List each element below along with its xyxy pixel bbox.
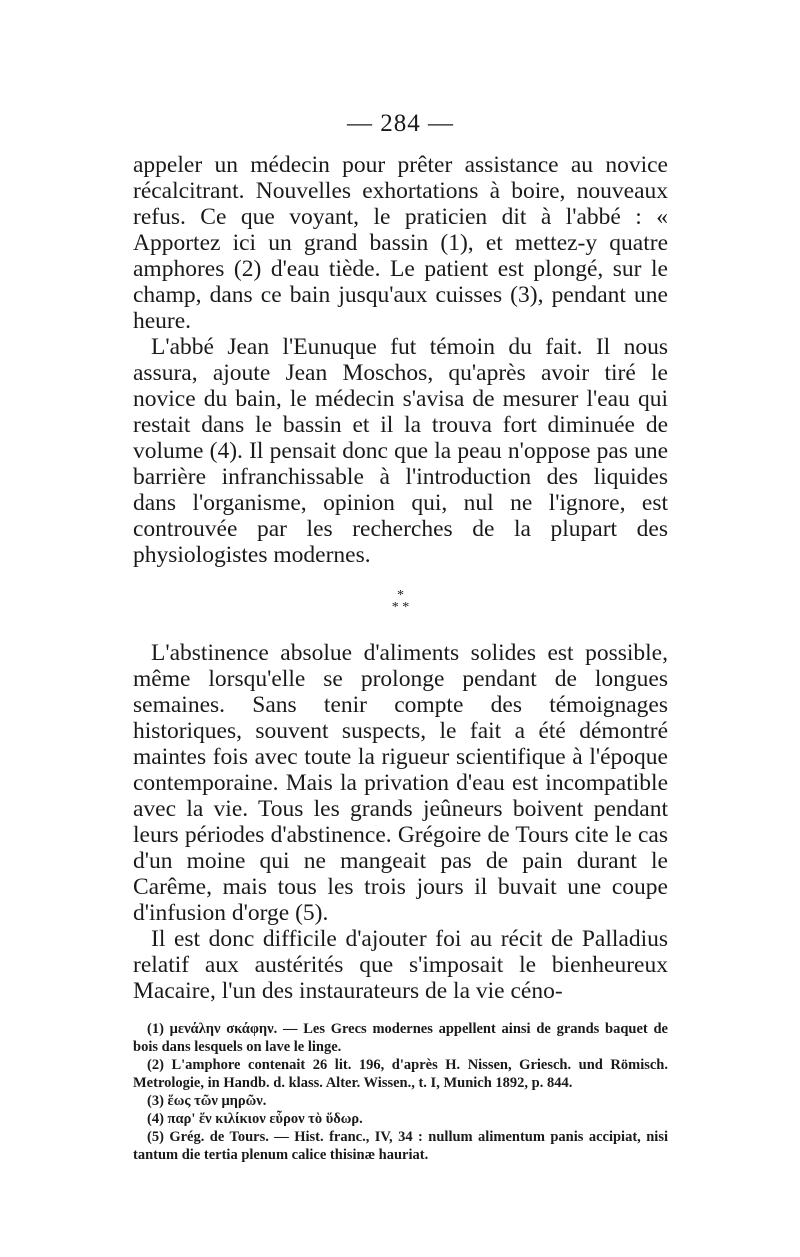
body-text — [133, 152, 668, 1004]
paragraph-1: appeler un médecin pour prêter assistance au novice récalcitrant. Nouvelles exhortations à boire, nouveaux refus. Ce que voyant, le praticien dit à l'abbé : « Apportez ici un grand bassin (1), et mettez-y quatre amphores (2) d'eau tiède. Le patient est plongé, sur le champ, dans ce bain jusqu'aux cuisses (3), pendant une heure. — [133, 152, 668, 334]
book-page — [133, 110, 668, 1164]
footnote-1: (1) μενάλην σκάφην. — Les Grecs modernes appellent ainsi de grands baquet de bois dans lesquels on lave le linge. — [133, 1021, 668, 1055]
footnote-3: (3) ἕως τῶν μηρῶν. — [147, 1093, 267, 1109]
paragraph-3: L'abstinence absolue d'aliments solides est possible, même lorsqu'elle se prolonge pendant de longues semaines. Sans tenir compte des témoignages historiques, souvent suspects, le fait a été démontré maintes fois avec toute la rigueur scientifique à l'époque contemporaine. Mais la privation d'eau est incompatible avec la vie. Tous les grands jeûneurs boivent pendant leurs périodes d'abstinence. Grégoire de Tours cite le cas d'un moine qui ne mangeait pas de pain durant le Carême, mais tous les trois jours il buvait une coupe d'infusion d'orge (5). — [133, 640, 668, 926]
page-number: — 284 — — [347, 110, 454, 137]
footnote-2: (2) L'amphore contenait 26 lit. 196, d'après H. Nissen, Griesch. und Römisch. Metrologie, in Handb. d. klass. Alter. Wissen., t. I, Munich 1892, p. 844. — [133, 1057, 668, 1091]
paragraph-2: L'abbé Jean l'Eunuque fut témoin du fait. Il nous assura, ajoute Jean Moschos, qu'après avoir tiré le novice du bain, le médecin s'avisa de mesurer l'eau qui restait dans le bassin et il la trouva fort diminuée de volume (4). Il pensait donc que la peau n'oppose pas une barrière infranchissable à l'introduction des liquides dans l'organisme, opinion qui, nul ne l'ignore, est controuvée par les recherches de la plupart des physiologistes modernes. — [133, 334, 668, 568]
footnote-4: (4) παρ' ἕν κιλίκιον εὗρον τὸ ὕδωρ. — [147, 1111, 363, 1127]
footnote-5: (5) Grég. de Tours. — Hist. franc., IV, 34 : nullum alimentum panis accipiat, nisi tantum die tertia plenum calice thisinæ hauriat. — [133, 1129, 668, 1163]
section-asterism — [133, 590, 668, 614]
paragraph-4: Il est donc difficile d'ajouter foi au récit de Palladius relatif aux austérités que s'imposait le bienheureux Macaire, l'un des instaurateurs de la vie céno- — [133, 926, 668, 1004]
asterism-top: * — [397, 588, 404, 603]
asterism-bottom: * * — [391, 600, 410, 615]
footnotes — [133, 1020, 668, 1164]
